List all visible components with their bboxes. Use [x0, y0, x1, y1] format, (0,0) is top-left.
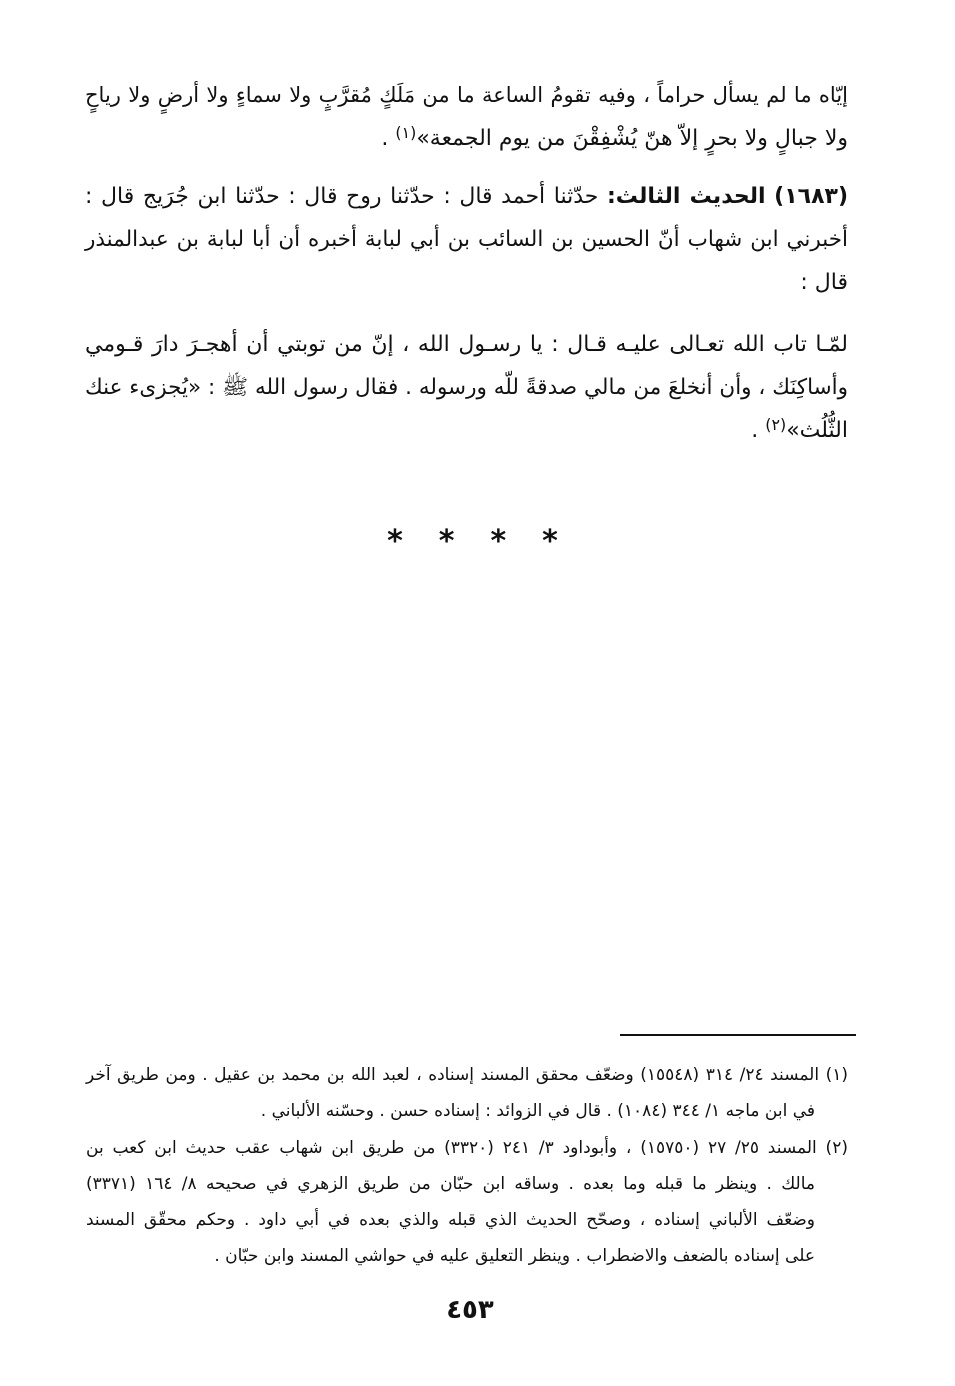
- footnote-line: (٢) المسند ٢٥/ ٢٧ (١٥٧٥٠) ، وأبوداود ٣/ ٢٤١ (٣٣٢٠) من طريق ابن شهاب عقب حديث ابن كعب بن: [86, 1138, 848, 1158]
- footnote-1: [86, 1057, 848, 1129]
- footnote-ref-1: (١): [395, 122, 417, 142]
- footnote-2: [86, 1130, 848, 1274]
- text-line: لمّـا تاب الله تعـالى عليـه قـال : يا رسـول الله ، إنّ من توبتي أن أهجـرَ دارَ قـومي: [85, 332, 848, 357]
- page-number: ٤٥٣: [446, 1295, 494, 1325]
- paragraph-hadith-continuation: [85, 74, 848, 161]
- footnotes: [86, 1057, 848, 1274]
- footnote-line: وضعّف الألباني إسناده ، وصحّح الحديث الذي قبله والذي بعده في أبي داود . وحكم محقّق المسند: [86, 1210, 815, 1230]
- text-line: قال :: [800, 270, 848, 295]
- footnote-line: في ابن ماجه ١/ ٣٤٤ (١٠٨٤) . قال في الزوائد : إسناده حسن . وحسّنه الألباني .: [260, 1101, 815, 1121]
- divider-asterisk: *: [490, 524, 507, 559]
- footnote-ref-2: (٢): [765, 414, 787, 434]
- paragraph-hadith-1683: [85, 175, 848, 304]
- section-divider: [385, 524, 560, 560]
- footnote-separator-rule: [620, 1034, 856, 1036]
- text-line: أخبرني ابن شهاب أنّ الحسين بن السائب بن أبي لبابة أخبره أن أبا لبابة بن عبدالمنذر: [85, 227, 848, 252]
- divider-asterisk: *: [438, 524, 455, 559]
- text-fragment: .: [381, 126, 396, 151]
- footnote-line: على إسناده بالضعف والاضطراب . وينظر التعليق عليه في حواشي المسند وابن حبّان .: [214, 1246, 815, 1266]
- footnote-line: مالك . وينظر ما قبله وما بعده . وساقه ابن حبّان من طريق الزهري في صحيحه ٨/ ١٦٤ (٣٣٧١): [86, 1174, 815, 1194]
- footnote-line: (١) المسند ٢٤/ ٣١٤ (١٥٥٤٨) وضعّف محقق المسند إسناده ، لعبد الله بن محمد بن عقيل . ومن طريق آخر: [86, 1065, 849, 1085]
- divider-asterisk: *: [387, 524, 403, 559]
- isnad-text: حدّثنا أحمد قال : حدّثنا روح قال : حدّثنا ابن جُرَيج قال :: [85, 184, 599, 209]
- text-line: إيّاه ما لم يسأل حراماً ، وفيه تقومُ الساعة ما من مَلَكٍ مُقرَّبٍ ولا سماءٍ ولا أرضٍ ولا رياحٍ: [85, 83, 848, 107]
- hadith-heading: الحديث الثالث:: [606, 184, 766, 209]
- main-text: [85, 74, 848, 453]
- divider-asterisk: *: [542, 524, 558, 559]
- text-fragment: .: [751, 418, 766, 443]
- text-line: [85, 117, 848, 161]
- text-fragment: الثُّلُث»: [786, 418, 848, 443]
- text-line: [85, 409, 848, 453]
- hadith-number: (١٦٨٣): [774, 184, 849, 209]
- paragraph-hadith-matn: [85, 323, 848, 453]
- text-fragment: ولا جبالٍ ولا بحرٍ إلاّ هنّ يُشْفِقْنَ من يوم الجمعة»: [416, 126, 848, 151]
- text-line: [85, 175, 848, 218]
- text-line: وأساكِنَك ، وأن أنخلعَ من مالي صدقةً للّه ورسوله . فقال رسول الله ﷺ : «يُجزىء عنك: [85, 375, 848, 400]
